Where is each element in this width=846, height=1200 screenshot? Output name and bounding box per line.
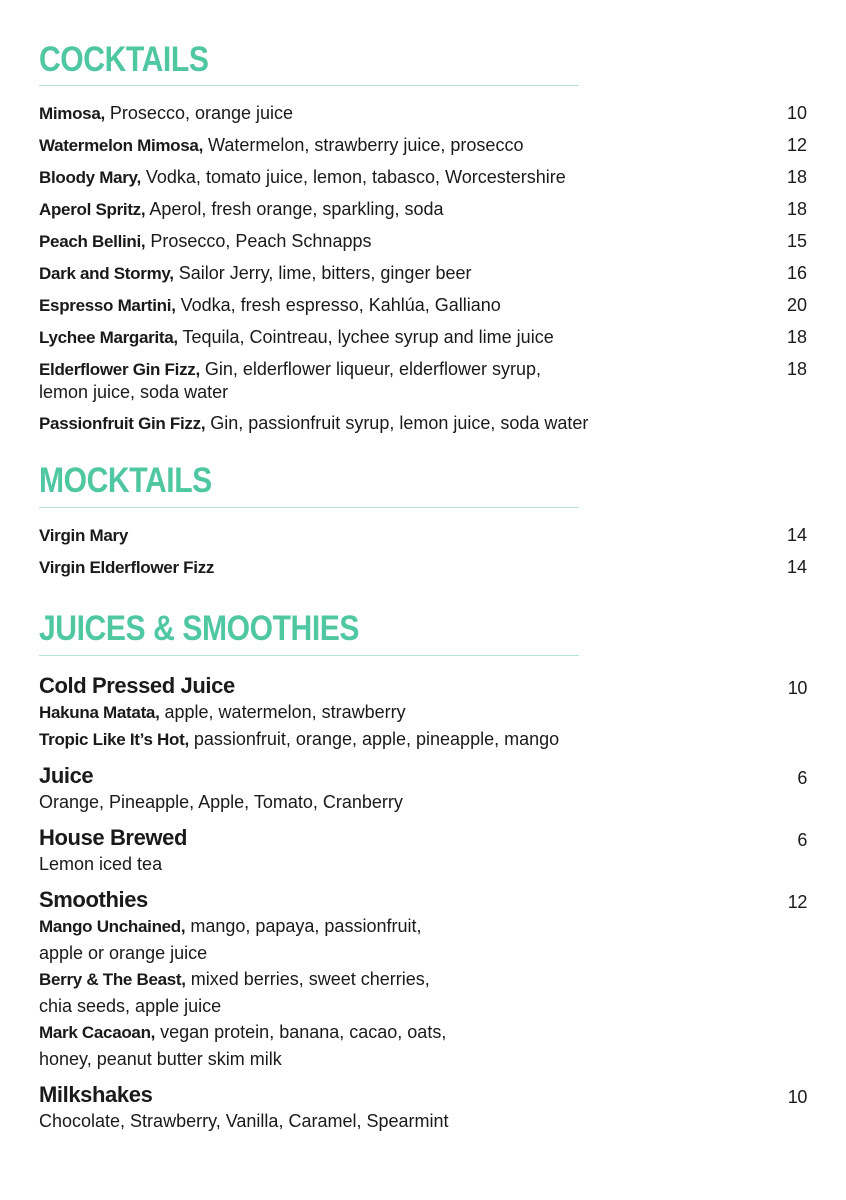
item-desc: Vodka, tomato juice, lemon, tabasco, Worcestershire <box>140 167 566 187</box>
item-desc-continued: apple or orange juice <box>39 943 208 963</box>
item-desc: apple, watermelon, strawberry <box>159 702 406 722</box>
item-name: Virgin Elderflower Fizz <box>39 558 215 577</box>
menu-item <box>39 556 809 588</box>
menu-item <box>39 198 809 230</box>
item-desc: Prosecco, orange juice <box>104 103 294 123</box>
item-desc: mixed berries, sweet cherries, <box>185 969 430 989</box>
item-desc-continued: chia seeds, apple juice <box>39 996 222 1016</box>
item-name: Aperol Spritz, <box>39 200 146 219</box>
item-desc-continued: lemon juice, soda water <box>39 382 229 402</box>
category-heading <box>39 825 809 851</box>
menu-item <box>39 358 809 412</box>
item-name: Bloody Mary, <box>39 168 141 187</box>
cocktails-section <box>39 40 236 80</box>
item-desc: passionfruit, orange, apple, pineapple, mango <box>188 729 560 749</box>
menu-item <box>39 134 809 166</box>
item-name: Elderflower Gin Fizz, <box>39 360 200 379</box>
item-desc: Vodka, fresh espresso, Kahlúa, Galliano <box>175 295 501 315</box>
cocktails-list <box>39 102 809 444</box>
menu-item <box>39 699 809 726</box>
category-heading <box>39 673 809 699</box>
category-heading <box>39 1082 809 1108</box>
divider <box>39 85 579 86</box>
category-price: 6 <box>797 830 807 850</box>
category-heading <box>39 763 809 789</box>
section-title-mocktails: MOCKTAILS <box>39 461 212 500</box>
category-price: 10 <box>787 678 807 698</box>
item-price: 12 <box>786 135 807 155</box>
menu-item <box>39 166 809 198</box>
menu-item <box>39 524 809 556</box>
item-price: 20 <box>786 295 807 315</box>
item-price: 18 <box>786 199 807 219</box>
category-price: 12 <box>787 892 807 912</box>
item-name: Dark and Stormy, <box>39 264 174 283</box>
item-desc: Watermelon, strawberry juice, prosecco <box>203 135 524 155</box>
item-price: 15 <box>786 231 807 251</box>
item-name: Mimosa, <box>39 104 105 123</box>
item-desc: Sailor Jerry, lime, bitters, ginger beer <box>173 263 472 283</box>
category-price: 10 <box>787 1087 807 1107</box>
category-name: House Brewed <box>39 825 188 850</box>
section-title-cocktails: COCKTAILS <box>39 40 209 79</box>
item-price: 18 <box>786 327 807 347</box>
item-name: Watermelon Mimosa, <box>39 136 204 155</box>
item-name: Espresso Martini, <box>39 296 176 315</box>
category-price: 6 <box>797 768 807 788</box>
item-name: Peach Bellini, <box>39 232 146 251</box>
item-name: Lychee Margarita, <box>39 328 178 347</box>
mocktails-list <box>39 524 809 588</box>
menu-item <box>39 412 809 444</box>
menu-item <box>39 230 809 262</box>
category-name: Smoothies <box>39 887 148 912</box>
menu-item <box>39 726 809 753</box>
category-name: Milkshakes <box>39 1082 153 1107</box>
item-desc: Gin, passionfruit syrup, lemon juice, soda water <box>205 413 589 433</box>
category-name: Cold Pressed Juice <box>39 673 235 698</box>
item-name: Mark Cacaoan, <box>39 1023 156 1042</box>
divider <box>39 507 579 508</box>
section-title-juices: JUICES & SMOOTHIES <box>39 609 360 648</box>
menu-item <box>39 326 809 358</box>
item-price: 18 <box>786 359 807 379</box>
menu-item <box>39 1019 809 1072</box>
menu-item <box>39 913 809 966</box>
item-desc: mango, papaya, passionfruit, <box>185 916 422 936</box>
item-name: Tropic Like It’s Hot, <box>39 730 189 749</box>
item-name: Berry & The Beast, <box>39 970 186 989</box>
item-price: 14 <box>786 557 807 577</box>
item-price: 10 <box>786 103 807 123</box>
category-heading <box>39 887 809 913</box>
item-name: Hakuna Matata, <box>39 703 160 722</box>
category-name: Juice <box>39 763 94 788</box>
item-name: Virgin Mary <box>39 526 128 545</box>
juices-list <box>39 673 809 1134</box>
category-desc: Lemon iced tea <box>39 854 163 874</box>
item-desc: Aperol, fresh orange, sparkling, soda <box>145 199 444 219</box>
item-desc: vegan protein, banana, cacao, oats, <box>155 1022 447 1042</box>
item-desc: Tequila, Cointreau, lychee syrup and lime juice <box>177 327 554 347</box>
menu-item <box>39 966 809 1019</box>
menu-item <box>39 294 809 326</box>
item-name: Mango Unchained, <box>39 917 186 936</box>
mocktails-section <box>39 461 240 501</box>
item-price: 14 <box>786 525 807 545</box>
item-desc: Prosecco, Peach Schnapps <box>145 231 372 251</box>
category-desc: Chocolate, Strawberry, Vanilla, Caramel, Spearmint <box>39 1111 449 1131</box>
menu-item <box>39 262 809 294</box>
item-desc: Gin, elderflower liqueur, elderflower syrup, <box>199 359 542 379</box>
item-desc-continued: honey, peanut butter skim milk <box>39 1049 282 1069</box>
divider <box>39 655 579 656</box>
juices-section <box>39 609 411 649</box>
item-name: Passionfruit Gin Fizz, <box>39 414 206 433</box>
category-desc: Orange, Pineapple, Apple, Tomato, Cranberry <box>39 792 403 812</box>
item-price: 16 <box>786 263 807 283</box>
item-price: 18 <box>786 167 807 187</box>
menu-item <box>39 102 809 134</box>
